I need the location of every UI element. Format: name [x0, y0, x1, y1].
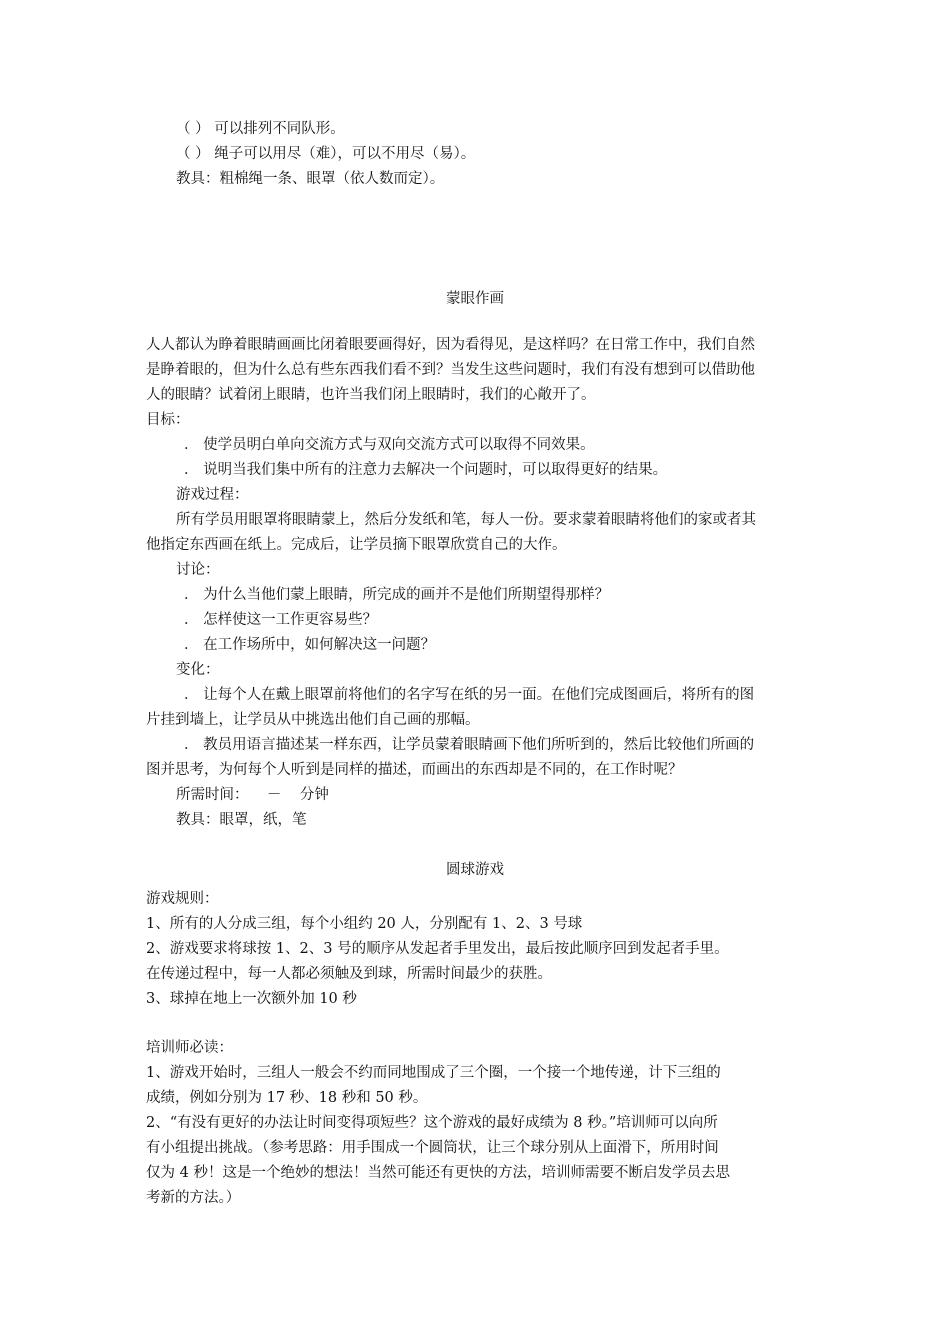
paragraph-line: 人人都认为睁着眼睛画画比闭着眼要画得好，因为看得见，是这样吗？在日常工作中，我们自然: [146, 337, 755, 353]
variant-line: 片挂到墙上，让学员从中挑选出他们自己画的那幅。: [146, 712, 480, 728]
rule-line: 1、所有的人分成三组，每个小组约 20 人，分别配有 1、2、3 号球: [146, 916, 583, 932]
process-line: 所有学员用眼罩将眼睛蒙上，然后分发纸和笔，每人一份。要求蒙着眼睛将他们的家或者其: [176, 512, 756, 528]
section-title-blindfold-drawing: 蒙眼作画: [446, 291, 504, 307]
rules-label: 游戏规则：: [146, 891, 219, 907]
discuss-label: 讨论：: [176, 562, 220, 578]
trainer-line: 2、“有没有更好的办法让时间变得项短些？这个游戏的最好成绩为 8 秒。”培训师可以向所: [146, 1115, 718, 1131]
rule-line: 在传递过程中，每一人都必须触及到球，所需时间最少的获胜。: [146, 966, 552, 982]
process-label: 游戏过程：: [176, 487, 249, 503]
variant-line: ． 让每个人在戴上眼罩前将他们的名字写在纸的另一面。在他们完成图画后，将所有的图: [184, 687, 755, 703]
goal-label: 目标：: [146, 412, 190, 428]
intro-line: （ ） 可以排列不同队形。: [176, 121, 345, 137]
tools-line: 教具：眼罩，纸，笔: [176, 812, 307, 828]
paragraph-line: 是睁着眼的，但为什么总有些东西我们看不到？当发生这些问题时，我们有没有想到可以借助他: [146, 362, 755, 378]
discuss-item: ． 怎样使这一工作更容易些？: [184, 612, 378, 628]
paragraph-line: 人的眼睛？试着闭上眼睛，也许当我们闭上眼睛时，我们的心敞开了。: [146, 387, 596, 403]
variant-label: 变化：: [176, 662, 220, 678]
goal-item: ． 使学员明白单向交流方式与双向交流方式可以取得不同效果。: [184, 437, 595, 453]
variant-line: ． 教员用语言描述某一样东西，让学员蒙着眼睛画下他们所听到的，然后比较他们所画的: [184, 737, 755, 753]
section-title-ball-game: 圆球游戏: [446, 862, 504, 878]
variant-line: 图并思考，为何每个人听到是同样的描述，而画出的东西却是不同的，在工作时呢？: [146, 762, 683, 778]
trainer-line: 有小组提出挑战。（参考思路：用手围成一个圆筒状，让三个球分别从上面滑下，所用时间: [146, 1140, 719, 1156]
trainer-label: 培训师必读：: [146, 1040, 233, 1056]
goal-item: ． 说明当我们集中所有的注意力去解决一个问题时，可以取得更好的结果。: [184, 462, 668, 478]
trainer-line: 仅为 4 秒！这是一个绝妙的想法！当然可能还有更快的方法，培训师需要不断启发学员去思: [146, 1165, 730, 1181]
trainer-line: 考新的方法。）: [146, 1190, 241, 1206]
trainer-line: 1、游戏开始时，三组人一般会不约而同地围成了三个圈，一个接一个地传递，计下三组的: [146, 1065, 721, 1081]
time-required: 所需时间： － 分钟: [176, 787, 329, 803]
discuss-item: ． 在工作场所中，如何解决这一问题？: [184, 637, 436, 653]
rule-line: 2、游戏要求将球按 1、2、3 号的顺序从发起者手里发出，最后按此顺序回到发起者手里。: [146, 941, 729, 957]
intro-line: （ ） 绳子可以用尽（难），可以不用尽（易）。: [176, 146, 476, 162]
trainer-line: 成绩，例如分别为 17 秒、18 秒和 50 秒。: [146, 1090, 428, 1106]
intro-line: 教具：粗棉绳一条、眼罩（依人数而定）。: [176, 171, 445, 187]
process-line: 他指定东西画在纸上。完成后，让学员摘下眼罩欣赏自己的大作。: [146, 537, 567, 553]
discuss-item: ． 为什么当他们蒙上眼睛，所完成的画并不是他们所期望得那样？: [184, 587, 610, 603]
rule-line: 3、球掉在地上一次额外加 10 秒: [146, 991, 357, 1007]
